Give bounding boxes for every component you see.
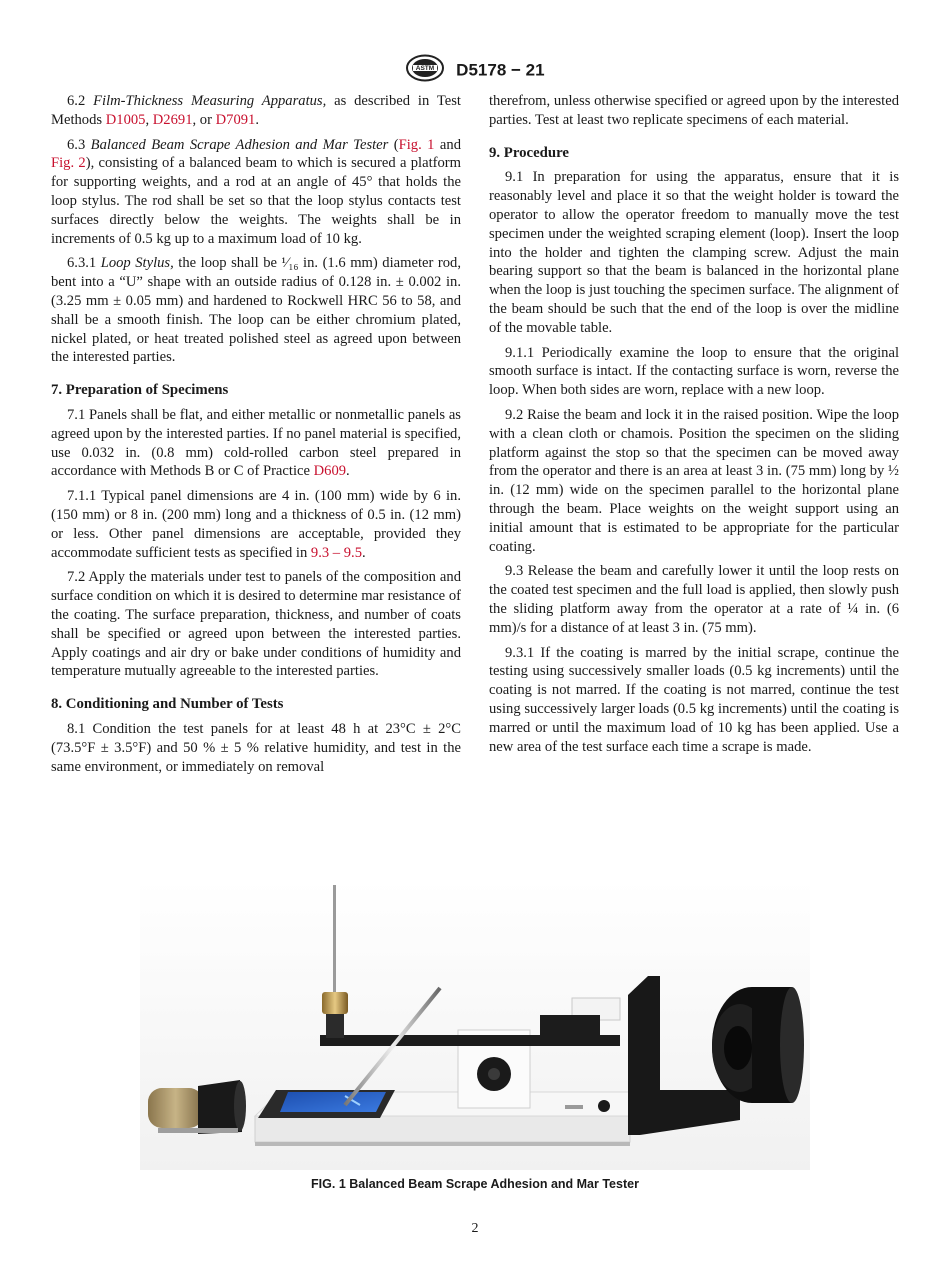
left-column [51, 92, 461, 782]
figure-caption: FIG. 1 Balanced Beam Scrape Adhesion and Mar Tester [311, 1177, 639, 1191]
heading-section-7: 7. Preparation of Specimens [51, 382, 229, 399]
page-number: 2 [471, 1221, 479, 1236]
section-8-1-continued: therefrom, unless otherwise specified or agreed upon by the interested parties. Test at least two replicate specimens of each material. [489, 93, 899, 128]
section-9-1: 9.1 In preparation for using the apparatus, ensure that it is reasonably level and place it so that the weight holder is toward the operator to allow the operator freedom to manually move the test specimen under the weighted scraping element (loop). Insert the loop into the holder and tighten the clamping screw. Adjust the main bearing support so that the beam is balanced in the horizontal plane when the loop is just touching the specimen surface. The alignment of the beam should be such that the end of the loop is over the midline of the movable table. [489, 169, 899, 336]
page-header [0, 54, 950, 87]
link-fig-2[interactable]: Fig. 2 [51, 155, 86, 172]
section-9-1-1: 9.1.1 Periodically examine the loop to ensure that the original smooth surface is intact. If the contacting surface is worn, reverse the loop. When both sides are worn, replace with a new loop. [489, 344, 899, 399]
section-7-1: 7.1 Panels shall be flat, and either metallic or nonmetallic panels as agreed upon by the interested parties. If no panel material is specified, use 0.032 in. (0.8 mm) cold-rolled carbon steel prepared in accordance with Methods B or C of Practice D609. [51, 406, 461, 480]
section-6-2: 6.2 Film-Thickness Measuring Apparatus, as described in Test Methods D1005, D2691, or D7091. [51, 93, 461, 128]
section-7-2: 7.2 Apply the materials under test to panels of the composition and surface condition on which it is desired to determine mar resistance of the coating. The surface preparation, thickness, and number of coats shall be specified or agreed upon between the interested parties. Apply coatings and air dry or bake under conditions of humidity and temperature mutually agreeable to the interested parties. [51, 569, 461, 680]
svg-text:ASTM: ASTM [416, 65, 435, 73]
section-8-1: 8.1 Condition the test panels for at least 48 h at 23°C ± 2°C (73.5°F ± 3.5°F) and 50 % ± 5 % relative humidity, and test in the same environment, or immediately on removal [51, 720, 461, 775]
section-9-3-1: 9.3.1 If the coating is marred by the initial scrape, continue the testing using successively smaller loads (0.5 kg increments) until the coating is not marred. If the coating is not marred, continue the test using successively larger loads (0.5 kg increments) until the coating is marred or until the maximum load of 10 kg has been applied. Use a new area of the test surface each time a scrape is made. [489, 644, 899, 755]
right-column [489, 92, 899, 762]
link-fig-1[interactable]: Fig. 1 [398, 136, 435, 153]
heading-section-9: 9. Procedure [489, 144, 569, 161]
link-d609[interactable]: D609 [313, 463, 347, 480]
link-9-3-9-5[interactable]: 9.3 – 9.5 [310, 544, 362, 561]
astm-logo-icon [405, 54, 445, 87]
mar-tester-illustration [140, 880, 810, 1170]
link-d2691[interactable]: D2691 [152, 111, 193, 128]
figure-1-photo [140, 880, 810, 1170]
heading-section-8: 8. Conditioning and Number of Tests [51, 696, 284, 713]
link-d1005[interactable]: D1005 [105, 111, 146, 128]
section-9-2: 9.2 Raise the beam and lock it in the raised position. Wipe the loop with a clean cloth or chamois. Position the specimen on the sliding platform against the stop so that the specimen can be moved away from the operator and there is an area at least 3 in. (75 mm) long by ½ in. (12 mm) wide on the specimen parallel to the horizontal plane through the beam. Place weights on the weight support using an initial amount that is estimated to be appropriate for the particular coating. [489, 406, 899, 555]
link-d7091[interactable]: D7091 [215, 111, 256, 128]
section-6-3-1: 6.3.1 Loop Stylus, the loop shall be ¹⁄₁₆ in. (1.6 mm) diameter rod, bent into a “U” shape with an outside radius of 0.128 in. ± 0.002 in. (3.25 mm ± 0.05 mm) and hardened to Rockwell HRC 56 to 58, and shall be a smooth finish. The loop can be either chromium plated, nickel plated, or heat treated polished steel as agreed upon between the interested parties. [51, 255, 461, 366]
section-6-3: 6.3 Balanced Beam Scrape Adhesion and Mar Tester (Fig. 1 and Fig. 2), consisting of a balanced beam to which is secured a platform for supporting weights, and a rod at an angle of 45° that holds the loop stylus. The rod shall be set so that the loop stylus contacts test surfaces directly below the weights. The weights shall be in increments of 0.5 kg up to a maximum load of 10 kg. [51, 136, 462, 247]
section-9-3: 9.3 Release the beam and carefully lower it until the loop rests on the coated test specimen and the full load is applied, then slowly push the sliding platform away from the operator at a rate of ¼ in. (6 mm)/s for a distance of at least 3 in. (75 mm). [489, 563, 899, 636]
standard-designation: D5178 − 21 [456, 60, 545, 80]
section-7-1-1: 7.1.1 Typical panel dimensions are 4 in. (100 mm) wide by 6 in. (150 mm) or 8 in. (200 mm) long and a thickness of 0.5 in. (12 mm) or less. Other panel dimensions are acceptable, provided they accommodate sufficient tests as specified in 9.3 – 9.5. [51, 488, 461, 561]
